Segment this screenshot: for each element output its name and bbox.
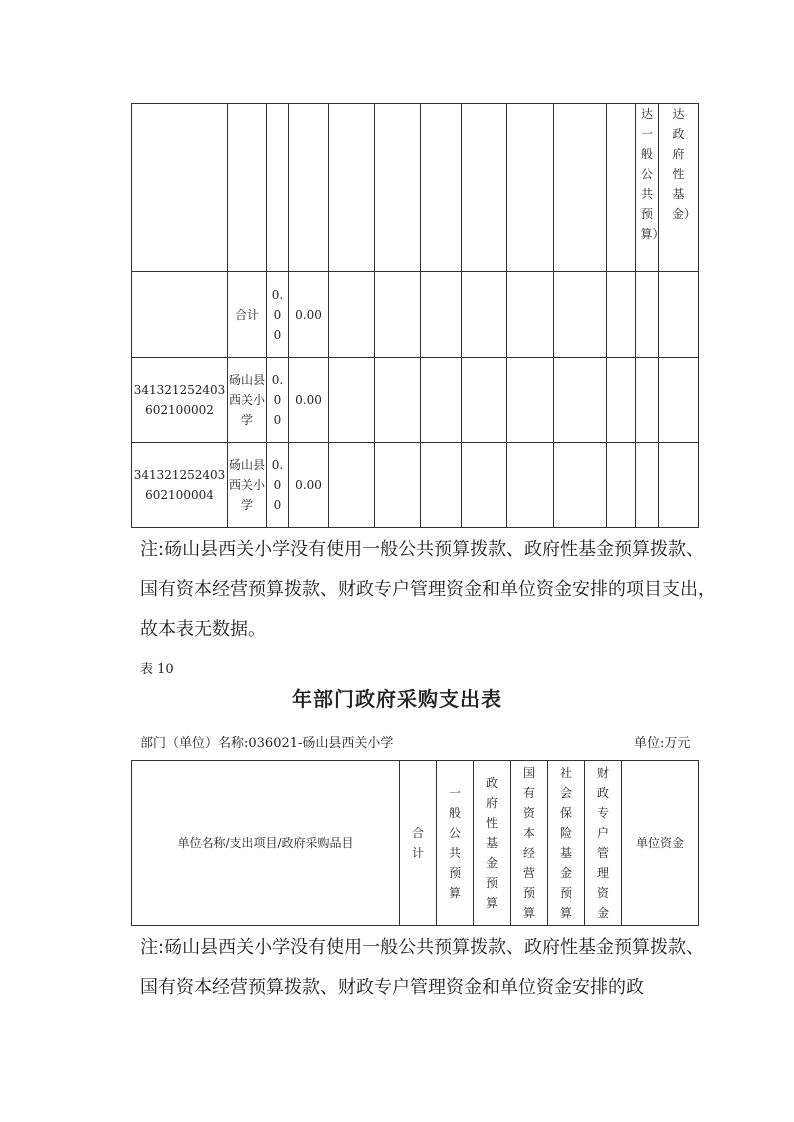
row-amount-2: 0.00 <box>289 443 329 528</box>
header-cell: 社会保险基金预算 <box>559 766 572 920</box>
page-title: 年部门政府采购支出表 <box>292 687 502 711</box>
note-text: 注:砀山县西关小学没有使用一般公共预算拨款、政府性基金预算拨款、国有资本经营预算拨款、财政专户管理资金和单位资金安排的项目支出，故本表无数据。 <box>140 539 716 640</box>
header-cell: 达政府性基金） <box>672 107 697 221</box>
header-row <box>132 761 699 926</box>
row-code: 341321252403602100002 <box>132 358 228 443</box>
header-cell: 单位名称/支出项目/政府采购品目 <box>132 761 400 926</box>
row-code: 341321252403602100004 <box>132 443 228 528</box>
row-name: 砀山县西关小学 <box>228 358 267 443</box>
header-cell: 单位资金 <box>622 761 699 926</box>
header-cell: 达一般公共预算） <box>640 107 665 241</box>
project-expenditure-table <box>131 103 699 528</box>
header-cell: 财政专户管理资金 <box>596 766 609 920</box>
table-row <box>132 443 699 528</box>
header-cell: 国有资本经营预算 <box>522 766 535 920</box>
row-name: 砀山县西关小学 <box>228 443 267 528</box>
total-amount-2: 0.00 <box>289 272 329 358</box>
table-number: 表 10 <box>140 662 174 677</box>
note-text: 注:砀山县西关小学没有使用一般公共预算拨款、政府性基金预算拨款、国有资本经营预算拨款、财政专户管理资金和单位资金安排的政 <box>140 937 705 998</box>
procurement-table <box>131 760 699 926</box>
header-cell: 政府性基金预算 <box>485 776 498 910</box>
total-label: 合计 <box>228 272 267 358</box>
header-row <box>132 104 699 272</box>
total-amount: 0.00 <box>271 287 284 342</box>
department-name: 部门（单位）名称:036021-砀山县西关小学 <box>140 736 394 751</box>
table-row <box>132 358 699 443</box>
row-amount-2: 0.00 <box>289 358 329 443</box>
unit-label: 单位:万元 <box>634 736 691 751</box>
header-cell: 合计 <box>411 826 424 860</box>
total-row <box>132 272 699 358</box>
row-amount: 0.00 <box>271 373 284 427</box>
row-amount: 0.00 <box>271 458 284 512</box>
header-cell: 一般公共预算 <box>448 786 461 900</box>
